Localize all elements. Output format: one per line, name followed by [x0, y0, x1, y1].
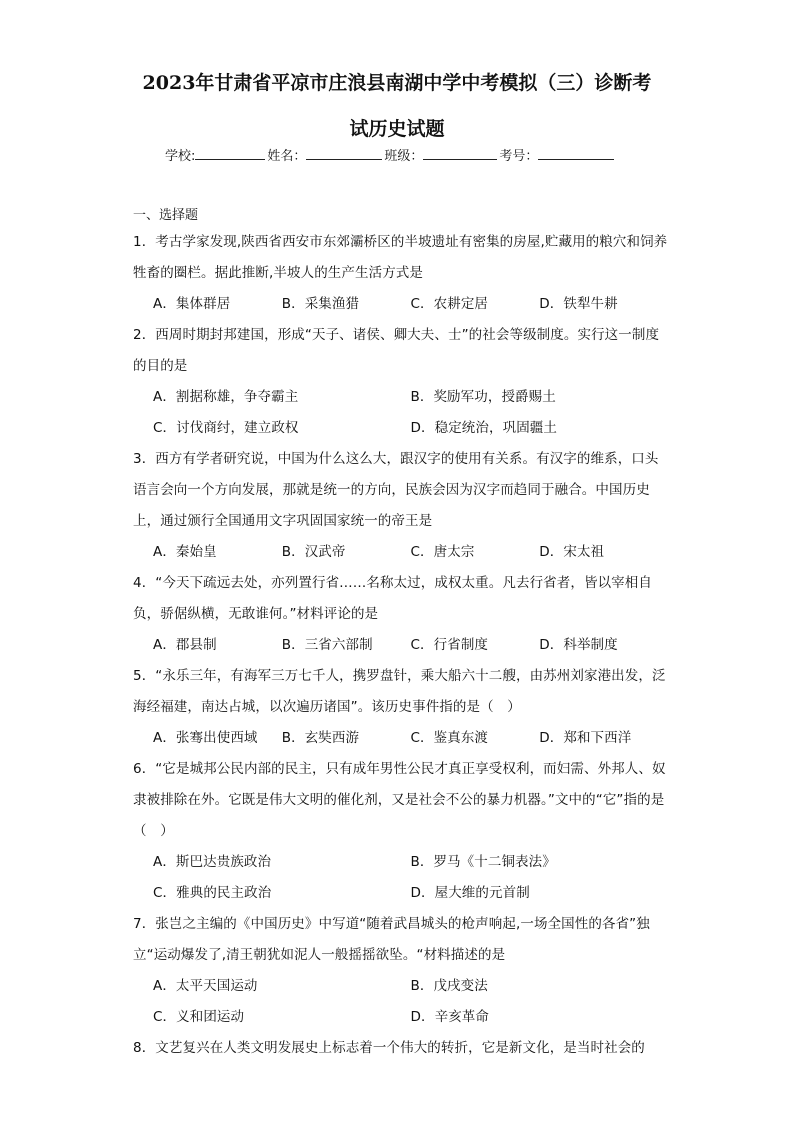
question-text: 5．“永乐三年，有海军三万七千人，携罗盘针，乘大船六十二艘，由苏州刘家港出发，泛海经福建，南达占城，以次遍历诸国”。该历史事件指的是（ ）: [133, 668, 666, 715]
question-6: [133, 754, 668, 909]
class-blank[interactable]: [423, 145, 497, 160]
option-c: C．雅典的民主政治: [153, 885, 272, 901]
option-a: A．秦始皇: [153, 544, 217, 560]
question-text: 4．“今天下疏远去处，亦列置行省……名称太过，成权太重。凡去行省者，皆以宰相自负，骄倨纵横，无敢谁何。”材料评论的是: [133, 575, 652, 622]
option-b: B．三省六部制: [281, 637, 373, 653]
exam-title-continued: 试历史试题: [349, 118, 445, 140]
section-title: 一、选择题: [133, 208, 199, 223]
name-label: 姓名：: [267, 149, 307, 164]
question-text: 3．西方有学者研究说，中国为什么这么大，跟汉字的使用有关系。有汉字的维系，口头语言会向一个方向发展，那就是统一的方向，民族会因为汉字而趋同于融合。中国历史上，通过颁行全国通用文字巩固国家统一的帝王是: [133, 451, 659, 529]
option-c: C．义和团运动: [153, 1009, 245, 1025]
option-a: A．张骞出使西域: [153, 730, 258, 746]
option-row: [133, 630, 668, 661]
school-blank[interactable]: [195, 145, 265, 160]
question-text: 6．“它是城邦公民内部的民主，只有成年男性公民才真正享受权利，而妇需、外邦人、奴隶被排除在外。它既是伟大文明的催化剂，又是社会不公的暴力机器。”文中的“它”指的是（ ）: [133, 761, 666, 839]
option-d: D．铁犁牛耕: [539, 296, 618, 312]
exam-number-label: 考号：: [499, 149, 539, 164]
option-row: [133, 382, 668, 413]
option-d: D．科举制度: [539, 637, 618, 653]
option-c: C．鉴真东渡: [410, 730, 489, 746]
option-d: D．稳定统治，巩固疆土: [410, 420, 557, 436]
exam-content: [133, 205, 668, 1064]
option-b: B．戊戌变法: [410, 978, 488, 994]
question-2: [133, 320, 668, 444]
question-5: [133, 661, 668, 754]
option-a: A．割据称雄，争夺霸主: [153, 389, 299, 405]
question-4: [133, 568, 668, 661]
option-b: B．奖励军功，授爵赐土: [410, 389, 556, 405]
option-d: D．宋太祖: [539, 544, 605, 560]
option-d: D．郑和下西洋: [539, 730, 632, 746]
option-row: [133, 971, 668, 1002]
question-1: [133, 227, 668, 320]
option-d: D．屋大维的元首制: [410, 885, 530, 901]
option-row: [133, 847, 668, 878]
question-text: 1．考古学家发现,陕西省西安市东郊灞桥区的半坡遗址有密集的房屋,贮藏用的粮穴和饲养牲畜的圈栏。据此推断,半坡人的生产生活方式是: [133, 234, 668, 281]
question-8: [133, 1033, 668, 1064]
option-b: B．罗马《十二铜表法》: [410, 854, 556, 870]
question-7: [133, 909, 668, 1033]
option-row: [133, 289, 668, 320]
option-a: A．太平天国运动: [153, 978, 258, 994]
option-b: B．汉武帝: [281, 544, 346, 560]
question-text: 2．西周时期封邦建国，形成“天子、诸侯、卿大夫、士”的社会等级制度。实行这一制度的目的是: [133, 327, 660, 374]
question-3: [133, 444, 668, 568]
school-label: 学校:: [165, 149, 196, 164]
option-d: D．辛亥革命: [410, 1009, 489, 1025]
option-row: [133, 537, 668, 568]
option-a: A．郡县制: [153, 637, 217, 653]
exam-title: 2023年甘肃省平凉市庄浪县南湖中学中考模拟（三）诊断考: [142, 72, 652, 94]
option-a: A．集体群居: [153, 296, 231, 312]
question-text: 7．张岂之主编的《中国历史》中写道“随着武昌城头的枪声响起,一场全国性的各省”独立“运动爆发了,清王朝犹如泥人一般摇摇欲坠。“材料描述的是: [133, 916, 650, 963]
option-c: C．农耕定居: [410, 296, 489, 312]
option-b: B．玄奘西游: [281, 730, 360, 746]
exam-number-blank[interactable]: [538, 145, 614, 160]
option-c: C．讨伐商纣，建立政权: [153, 420, 299, 436]
option-row: [133, 1002, 668, 1033]
option-row: [133, 413, 668, 444]
option-a: A．斯巴达贵族政治: [153, 854, 272, 870]
option-c: C．唐太宗: [410, 544, 475, 560]
student-info-row: [165, 145, 614, 164]
name-blank[interactable]: [306, 145, 382, 160]
option-row: [133, 723, 668, 754]
option-row: [133, 878, 668, 909]
option-b: B．采集渔猎: [281, 296, 360, 312]
option-c: C．行省制度: [410, 637, 489, 653]
class-label: 班级：: [384, 149, 424, 164]
question-text: 8．文艺复兴在人类文明发展史上标志着一个伟大的转折，它是新文化，是当时社会的: [133, 1040, 645, 1056]
